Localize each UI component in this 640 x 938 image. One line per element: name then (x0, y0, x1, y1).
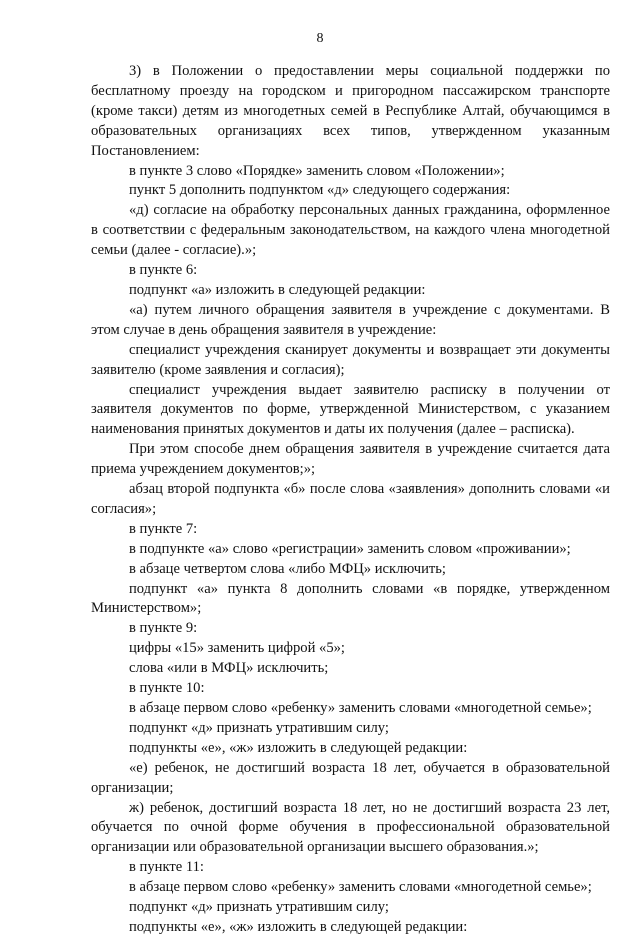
paragraph-subpoint-b: абзац второй подпункта «б» после слова «заявления» дополнить словами «и согласия»; (91, 481, 610, 517)
paragraph-point-8: подпункт «а» пункта 8 дополнить словами «в порядке, утвержденном Министерством»; (91, 580, 610, 617)
paragraph-point-9: в пункте 9: (129, 620, 198, 637)
paragraph-subpoint-a-intro: подпункт «а» изложить в следующей редакции: (129, 281, 426, 298)
paragraph-point-9-mfc: слова «или в МФЦ» исключить; (129, 660, 329, 677)
paragraph-point-7-mfc: в абзаце четвертом слова «либо МФЦ» исключить; (129, 560, 446, 577)
paragraph-point-10-e-zh: подпункты «е», «ж» изложить в следующей редакции: (129, 739, 468, 756)
paragraph-point-6: в пункте 6: (129, 262, 198, 279)
paragraph-point-11: в пункте 11: (129, 859, 204, 876)
paragraph-point-10-first: в абзаце первом слово «ребенку» заменить словами «многодетной семье»; (129, 700, 592, 716)
paragraph-point-11-d: подпункт «д» признать утратившим силу; (129, 899, 389, 916)
paragraph-point-7-a: в подпункте «а» слово «регистрации» заменить словом «проживании»; (129, 540, 571, 557)
paragraph-amend-point-3: в пункте 3 слово «Порядке» заменить словом «Положении»; (129, 162, 505, 179)
paragraph-specialist-receipt: специалист учреждения выдает заявителю расписку в получении от заявителя документов по форме, утвержденной Министерством, с указанием наименования принятых документов и даты их получения (далее – расписка). (91, 381, 610, 438)
paragraph-specialist-scan: специалист учреждения сканирует документы и возвращает эти документы заявителю (кроме заявления и согласия); (91, 341, 610, 378)
paragraph-submission-date: При этом способе днем обращения заявителя в учреждение считается дата приема учреждением документов;»; (91, 441, 610, 478)
paragraph-point-10-d: подпункт «д» признать утратившим силу; (129, 719, 389, 736)
paragraph-point-10: в пункте 10: (129, 680, 205, 697)
paragraph-point-11-first: в абзаце первом слово «ребенку» заменить словами «многодетной семье»; (129, 879, 592, 896)
paragraph-point-11-e-zh: подпункты «е», «ж» изложить в следующей редакции: (129, 918, 468, 935)
paragraph-subpoint-a-text: «а) путем личного обращения заявителя в учреждение с документами. В этом случае в день обращения заявителя в учреждение: (91, 301, 610, 338)
page-number: 8 (316, 31, 324, 46)
paragraph-subpoint-d-text: «д) согласие на обработку персональных данных гражданина, оформленное в соответствии с федеральным законодательством, на каждого члена многодетной семьи (далее - согласие).»; (91, 202, 610, 259)
paragraph-point-7: в пункте 7: (129, 520, 198, 537)
paragraph-amend-point-5: пункт 5 дополнить подпунктом «д» следующего содержания: (129, 182, 511, 199)
paragraph-subpoint-e-text: «е) ребенок, не достигший возраста 18 лет, обучается в образовательной организации; (91, 759, 610, 796)
paragraph-item-3: 3) в Положении о предоставлении меры социальной поддержки по бесплатному проезду на городском и пригородном пассажирском транспорте (кроме такси) детям из многодетных семей в Республике Алтай, обучающимся в образовательных организациях всех типов, утвержденном указанным Постановлением: (91, 63, 610, 159)
paragraph-point-9-digits: цифры «15» заменить цифрой «5»; (129, 640, 345, 657)
document-body (91, 62, 610, 938)
paragraph-subpoint-zh-text: ж) ребенок, достигший возраста 18 лет, но не достигший возраста 23 лет, обучается по очной форме обучения в профессиональной образовательной организации или образовательной организации высшего образования.»; (91, 799, 610, 856)
